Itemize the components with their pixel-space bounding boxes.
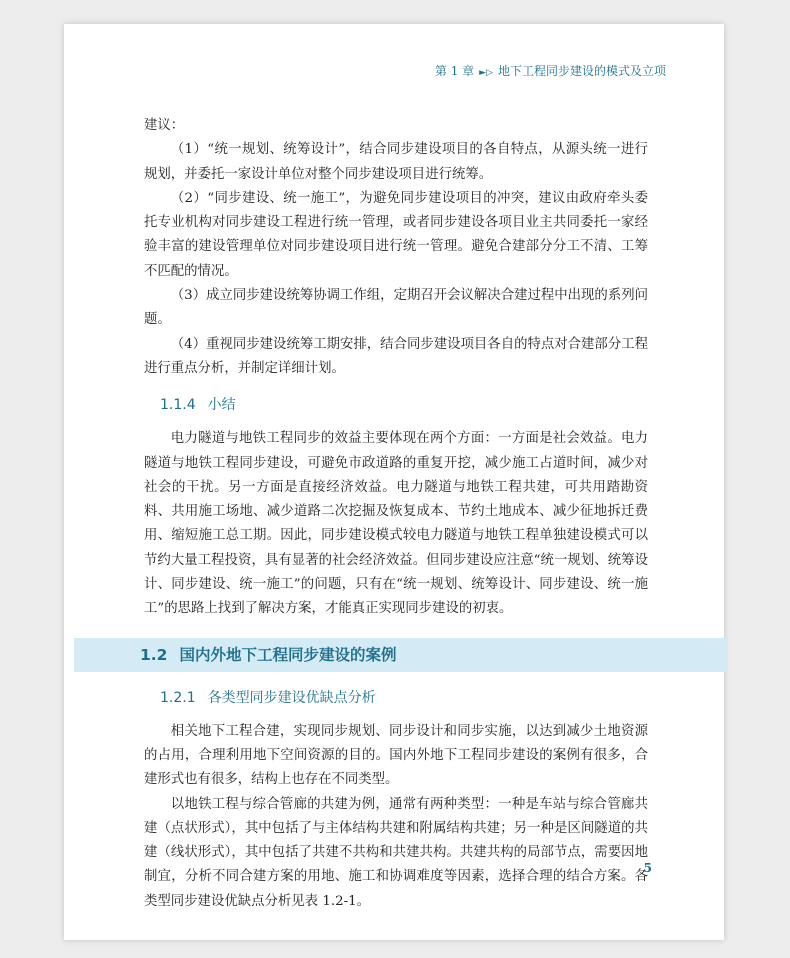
- section-title: 小结: [207, 397, 236, 414]
- section-heading-1-1-4: [160, 393, 648, 417]
- paragraph-summary: 电力隧道与地铁工程同步的效益主要体现在两个方面：一方面是社会效益。电力隧道与地铁工程同步建设，可避免市政道路的重复开挖，减少施工占道时间，减少对社会的干扰。另一方面是直接经济效益。电力隧道与地铁工程共建，可共用踏勘资料、共用施工场地、减少道路二次挖掘及恢复成本、节约土地成本、减少征地拆迁费用、缩短施工总工期。因此，同步建设模式较电力隧道与地铁工程单独建设模式可以节约大量工程投资，具有显著的社会经济效益。但同步建设应注意“统一规划、统筹设计、同步建设、统一施工”的问题，只有在“统一规划、统筹设计、同步建设、统一施工”的思路上找到了解决方案，才能真正实现同步建设的初衷。: [144, 431, 648, 617]
- paragraph-suggestion-1: （1）“统一规划、统筹设计”，结合同步建设项目的各自特点，从源头统一进行规划，并委托一家设计单位对整个同步建设项目进行统筹。: [144, 142, 648, 182]
- header-separator-icon: ►▷: [479, 68, 493, 78]
- paragraph-suggestion-2: （2）“同步建设、统一施工”，为避免同步建设项目的冲突，建议由政府牵头委托专业机构对同步建设工程进行统一管理，或者同步建设各项目业主共同委托一家经验丰富的建设管理单位对同步建设项目进行统一管理。避免合建部分分工不清、工筹不匹配的情况。: [144, 190, 648, 279]
- section-heading-1-2-1: [160, 686, 648, 710]
- running-header: [435, 62, 666, 79]
- section-heading-1-2: [74, 638, 728, 672]
- paragraph-suggestion-4: （4）重视同步建设统筹工期安排，结合同步建设项目各自的特点对合建部分工程进行重点分析，并制定详细计划。: [144, 336, 648, 376]
- book-page: [64, 24, 724, 940]
- page-number: 5: [643, 861, 652, 875]
- header-chapter: 第 1 章: [434, 64, 475, 78]
- section-title: 各类型同步建设优缺点分析: [207, 689, 376, 706]
- section-number: 1.2: [140, 645, 168, 664]
- paragraph-suggestion-intro: 建议：: [144, 118, 185, 133]
- paragraph-case-intro: 相关地下工程合建，实现同步规划、同步设计和同步实施，以达到减少土地资源的占用，合理利用地下空间资源的目的。国内外地下工程同步建设的案例有很多，合建形式也有很多，结构上也存在不同类型。: [144, 723, 648, 788]
- section-title: 国内外地下工程同步建设的案例: [179, 645, 397, 664]
- section-number: 1.1.4: [160, 397, 196, 414]
- paragraph-case-types: 以地铁工程与综合管廊的共建为例，通常有两种类型：一种是车站与综合管廊共建（点状形式），其中包括了与主体结构共建和附属结构共建；另一种是区间隧道的共建（线状形式），其中包括了共建不共构和共建共构。共建共构的局部节点，需要因地制宜，分析不同合建方案的用地、施工和协调难度等因素，选择合理的结合方案。各类型同步建设优缺点分析见表 1.2-1。: [144, 796, 648, 909]
- page-body: [140, 114, 648, 914]
- section-number: 1.2.1: [160, 689, 196, 706]
- paragraph-suggestion-3: （3）成立同步建设统筹协调工作组，定期召开会议解决合建过程中出现的系列问题。: [144, 288, 648, 328]
- header-title: 地下工程同步建设的模式及立项: [497, 64, 666, 78]
